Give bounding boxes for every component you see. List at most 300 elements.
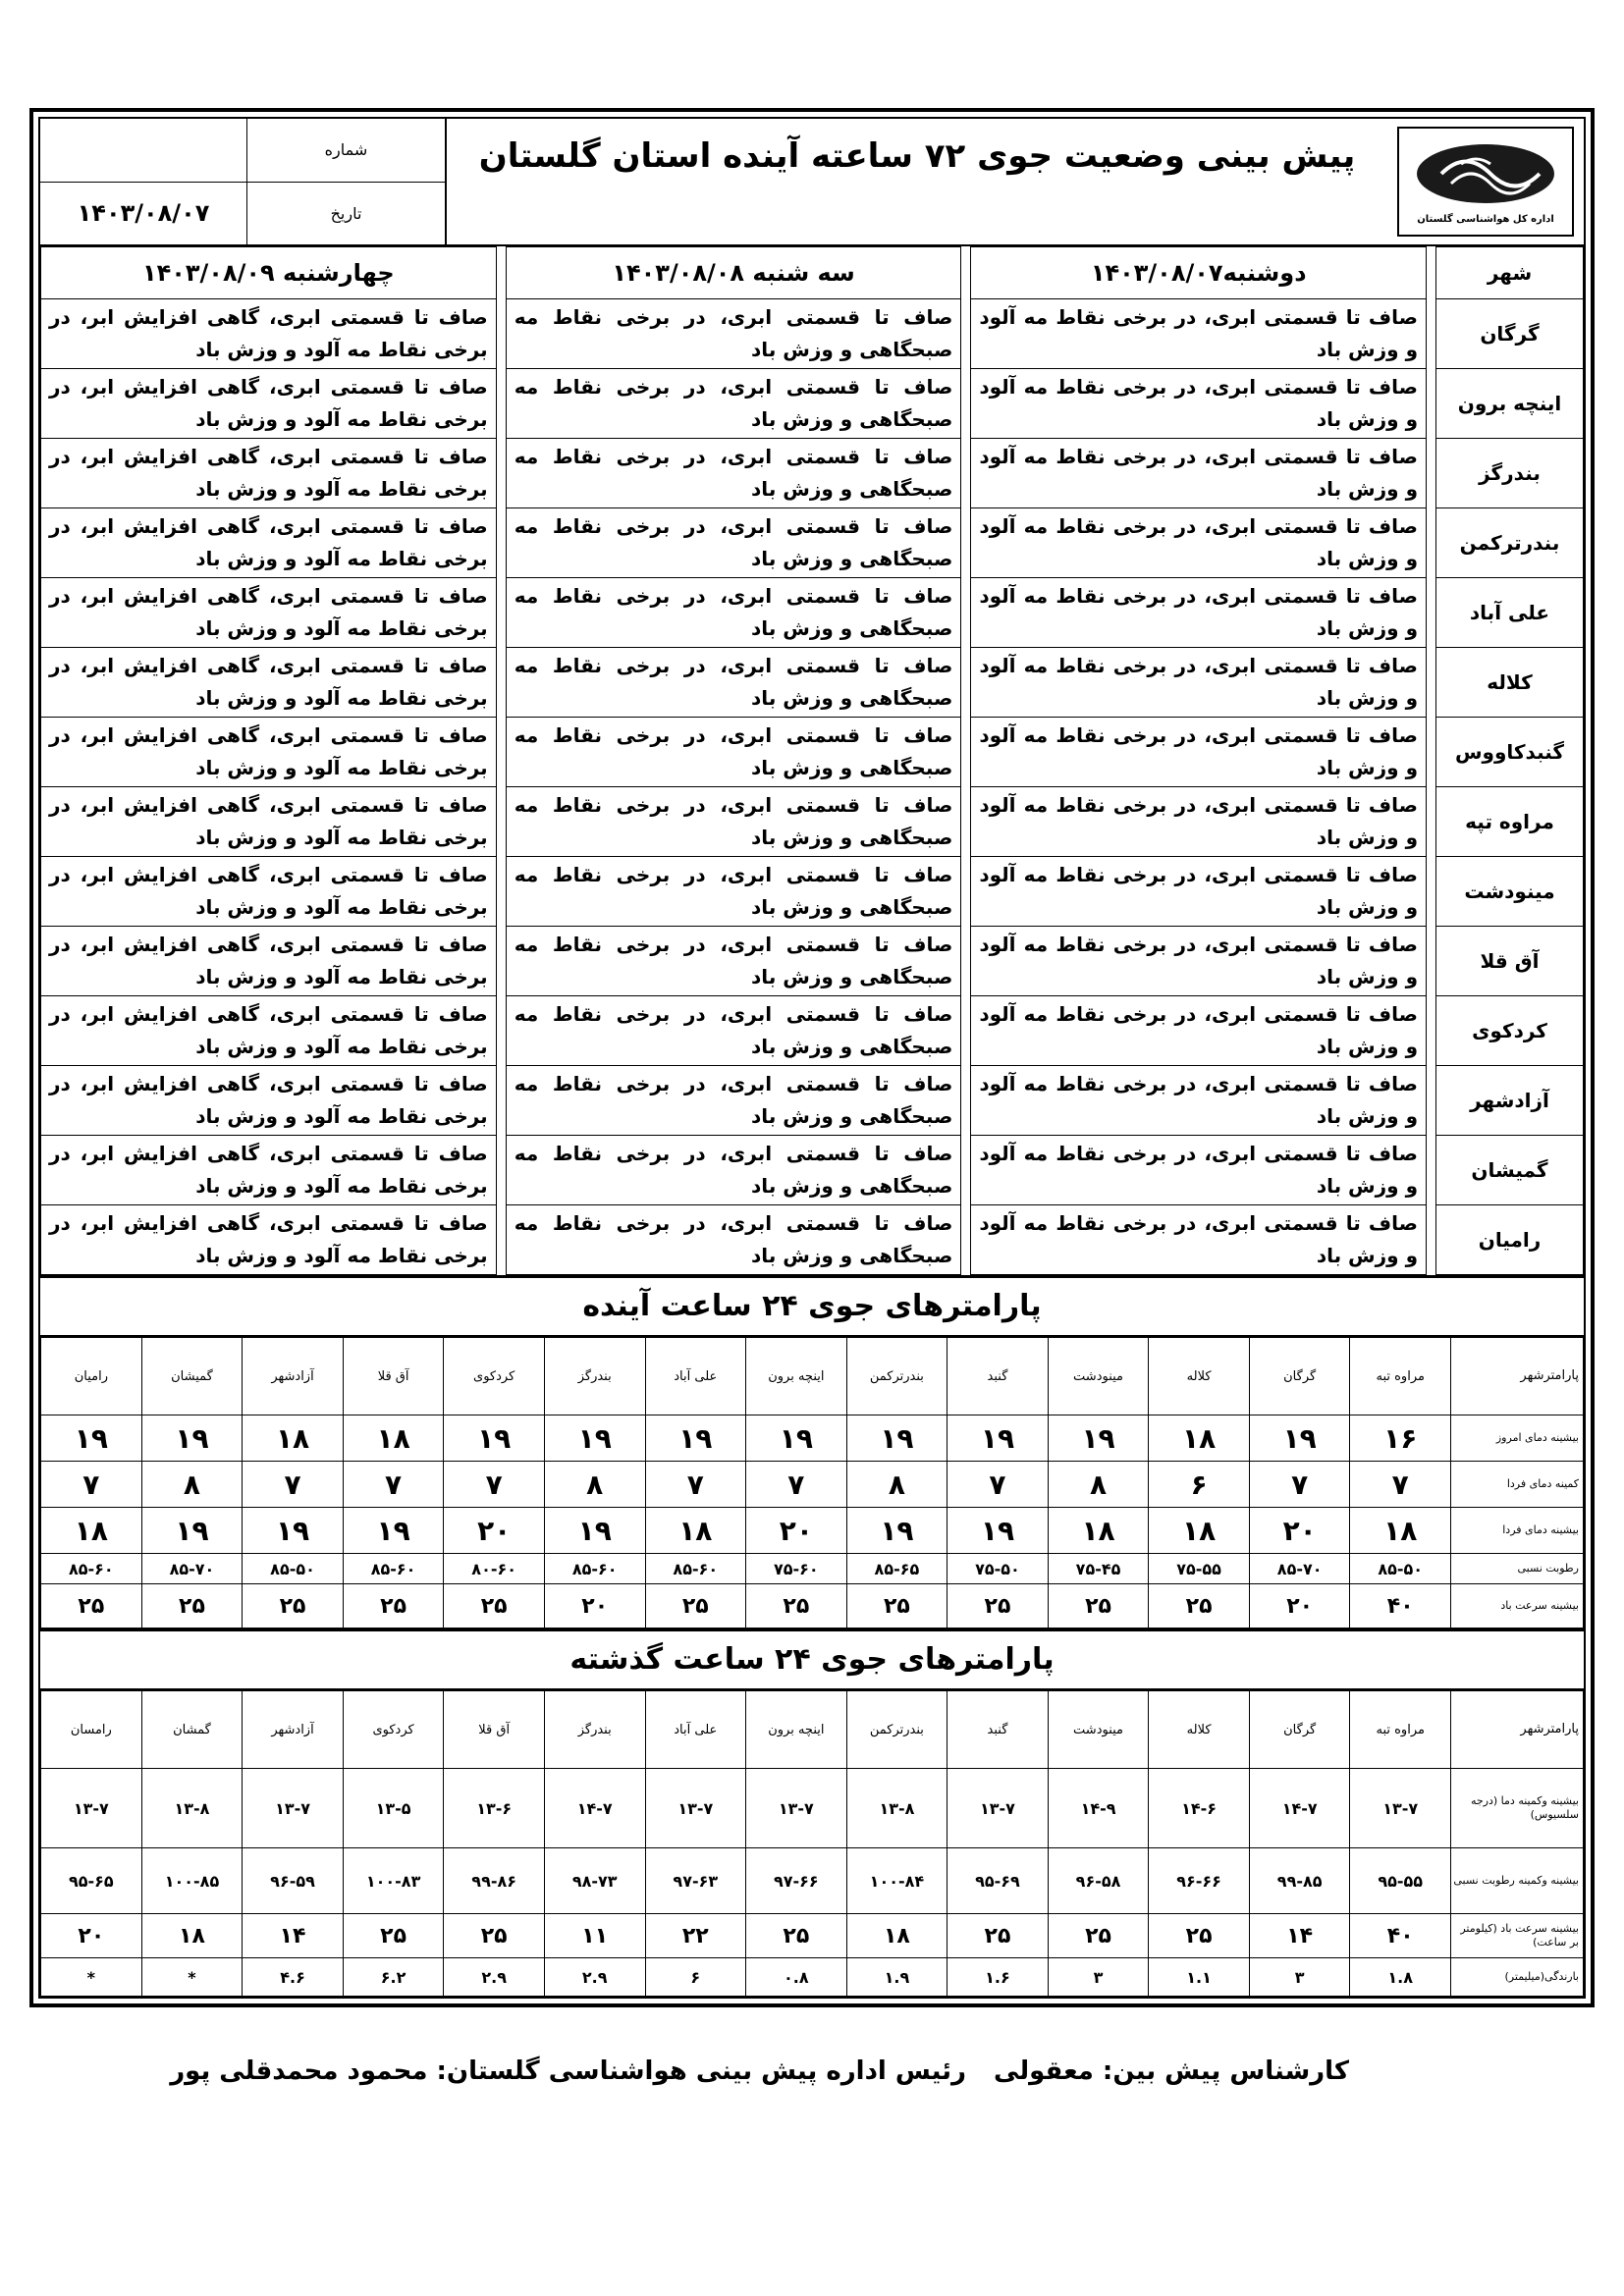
- city-name: اینچه برون: [1436, 369, 1584, 439]
- param-value: ۷۵-۴۵: [1048, 1554, 1149, 1584]
- param-value: ۲۰: [444, 1508, 545, 1554]
- param-value: ۲۵: [947, 1914, 1049, 1958]
- column-separator: [961, 439, 971, 508]
- city-name: مینودشت: [1436, 857, 1584, 927]
- forecast-row: [41, 508, 1584, 578]
- forecast-condition: صاف تا قسمتی ابری، گاهی افزایش ابر، در برخی نقاط مه آلود و وزش باد: [41, 857, 497, 927]
- forecast-row: [41, 439, 1584, 508]
- param-value: ۳: [1249, 1958, 1350, 1997]
- column-separator: [1427, 247, 1436, 299]
- forecast-header-row: [41, 247, 1584, 299]
- param-value: ۹۷-۶۶: [746, 1848, 847, 1914]
- forecast-condition: صاف تا قسمتی ابری، در برخی نقاط مه صبحگاهی و وزش باد: [506, 1205, 961, 1275]
- city-name: گمیشان: [1436, 1136, 1584, 1205]
- param-city-name: گنبد: [947, 1691, 1049, 1769]
- param-value: ۱۴: [243, 1914, 344, 1958]
- param-value: ۱۴-۷: [1249, 1769, 1350, 1848]
- column-separator: [961, 1066, 971, 1136]
- param-label: کمینه دمای فردا: [1451, 1462, 1584, 1508]
- column-separator: [1427, 1066, 1436, 1136]
- param-value: ۲۵: [343, 1914, 444, 1958]
- forecast-condition: صاف تا قسمتی ابری، گاهی افزایش ابر، در برخی نقاط مه آلود و وزش باد: [41, 648, 497, 718]
- column-separator: [1427, 578, 1436, 648]
- param-value: ۲۵: [1149, 1914, 1250, 1958]
- inner-frame: [38, 117, 1586, 1999]
- next24-param-row: [41, 1415, 1584, 1462]
- param-value: ۴.۶: [243, 1958, 344, 1997]
- param-value: ۲۰: [41, 1914, 142, 1958]
- param-value: ۴۰: [1350, 1914, 1451, 1958]
- forecast-row: [41, 648, 1584, 718]
- param-city-name: آزادشهر: [243, 1338, 344, 1415]
- logo-caption: اداره کل هواشناسی گلستان: [1417, 213, 1554, 225]
- param-value: ۲۵: [1048, 1584, 1149, 1629]
- param-value: ۸: [141, 1462, 243, 1508]
- param-value: ۲۰: [746, 1508, 847, 1554]
- param-label: بیشینه سرعت باد (کیلومتر بر ساعت): [1451, 1914, 1584, 1958]
- column-separator: [496, 369, 506, 439]
- column-separator: [1427, 1205, 1436, 1275]
- next24-param-row: [41, 1508, 1584, 1554]
- param-city-name: علی آباد: [645, 1691, 746, 1769]
- forecast-condition: صاف تا قسمتی ابری، گاهی افزایش ابر، در برخی نقاط مه آلود و وزش باد: [41, 1066, 497, 1136]
- forecast-condition: صاف تا قسمتی ابری، در برخی نقاط مه صبحگاهی و وزش باد: [506, 857, 961, 927]
- param-value: ۱۳-۷: [947, 1769, 1049, 1848]
- param-value: ۸۵-۵۰: [243, 1554, 344, 1584]
- param-value: ۷: [444, 1462, 545, 1508]
- column-separator: [496, 247, 506, 299]
- param-value: ۱۳-۷: [645, 1769, 746, 1848]
- column-separator: [1427, 996, 1436, 1066]
- forecast-condition: صاف تا قسمتی ابری، در برخی نقاط مه صبحگاهی و وزش باد: [506, 996, 961, 1066]
- forecast-condition: صاف تا قسمتی ابری، گاهی افزایش ابر، در برخی نقاط مه آلود و وزش باد: [41, 1205, 497, 1275]
- param-label: بیشینه دمای امروز: [1451, 1415, 1584, 1462]
- date-value: ۱۴۰۳/۰۸/۰۷: [40, 183, 247, 245]
- day-header: چهارشنبه ۱۴۰۳/۰۸/۰۹: [41, 247, 497, 299]
- city-column-header: شهر: [1436, 247, 1584, 299]
- column-separator: [496, 578, 506, 648]
- param-value: ۱۴: [1249, 1914, 1350, 1958]
- logo: [1387, 119, 1584, 244]
- column-separator: [961, 508, 971, 578]
- param-value: ۹۹-۸۵: [1249, 1848, 1350, 1914]
- param-city-name: کلاله: [1149, 1338, 1250, 1415]
- forecast-condition: صاف تا قسمتی ابری، در برخی نقاط مه صبحگاهی و وزش باد: [506, 439, 961, 508]
- param-value: ۱۸: [41, 1508, 142, 1554]
- param-value: ۲۵: [444, 1584, 545, 1629]
- column-separator: [1427, 648, 1436, 718]
- param-value: ۱۹: [243, 1508, 344, 1554]
- column-separator: [961, 857, 971, 927]
- param-value: ۱۳-۷: [41, 1769, 142, 1848]
- param-value: ۷۵-۵۰: [947, 1554, 1049, 1584]
- param-label: بیشینه سرعت باد: [1451, 1584, 1584, 1629]
- forecast-condition: صاف تا قسمتی ابری، در برخی نقاط مه آلود و وزش باد: [971, 787, 1427, 857]
- param-value: ۱۹: [846, 1508, 947, 1554]
- forecast-condition: صاف تا قسمتی ابری، گاهی افزایش ابر، در برخی نقاط مه آلود و وزش باد: [41, 996, 497, 1066]
- forecast-condition: صاف تا قسمتی ابری، در برخی نقاط مه آلود و وزش باد: [971, 1205, 1427, 1275]
- param-value: ۲۵: [1048, 1914, 1149, 1958]
- param-city-name: گمیشان: [141, 1338, 243, 1415]
- param-city-name: گرگان: [1249, 1338, 1350, 1415]
- param-value: ۲.۹: [444, 1958, 545, 1997]
- city-name: مراوه تپه: [1436, 787, 1584, 857]
- param-value: ۱۹: [41, 1415, 142, 1462]
- param-value: ۰.۸: [746, 1958, 847, 1997]
- forecast-condition: صاف تا قسمتی ابری، در برخی نقاط مه آلود و وزش باد: [971, 299, 1427, 369]
- param-value: ۱۹: [645, 1415, 746, 1462]
- date-label: تاریخ: [330, 203, 362, 223]
- param-value: ۱۰۰-۸۴: [846, 1848, 947, 1914]
- param-header: پارامترشهر: [1451, 1338, 1584, 1415]
- forecast-condition: صاف تا قسمتی ابری، در برخی نقاط مه آلود و وزش باد: [971, 718, 1427, 787]
- param-value: ۲۵: [243, 1584, 344, 1629]
- param-value: ۸: [846, 1462, 947, 1508]
- header: [40, 119, 1584, 246]
- param-value: ۷۵-۵۵: [1149, 1554, 1250, 1584]
- param-value: ۲۵: [846, 1584, 947, 1629]
- param-value: ۲۵: [41, 1584, 142, 1629]
- page-title: پیش بینی وضعیت جوی ۷۲ ساعته آینده استان گلستان: [478, 136, 1356, 176]
- column-separator: [496, 718, 506, 787]
- forecast-condition: صاف تا قسمتی ابری، در برخی نقاط مه صبحگاهی و وزش باد: [506, 1136, 961, 1205]
- param-value: ۱۶: [1350, 1415, 1451, 1462]
- param-value: ۶: [1149, 1462, 1250, 1508]
- column-separator: [961, 648, 971, 718]
- column-separator: [961, 718, 971, 787]
- param-value: ۶.۲: [343, 1958, 444, 1997]
- forecast-row: [41, 299, 1584, 369]
- forecast-condition: صاف تا قسمتی ابری، گاهی افزایش ابر، در برخی نقاط مه آلود و وزش باد: [41, 508, 497, 578]
- param-city-name: گرگان: [1249, 1691, 1350, 1769]
- param-value: ۸: [544, 1462, 645, 1508]
- past24-title: پارامترهای جوی ۲۴ ساعت گذشته: [40, 1629, 1584, 1690]
- param-value: ۱۹: [141, 1508, 243, 1554]
- param-value: ۱۸: [243, 1415, 344, 1462]
- city-name: کلاله: [1436, 648, 1584, 718]
- next24-param-row: [41, 1584, 1584, 1629]
- param-value: ۲۰: [544, 1584, 645, 1629]
- param-value: ۱۹: [846, 1415, 947, 1462]
- forecast-row: [41, 787, 1584, 857]
- forecaster-name: کارشناس پیش بین: معقولی: [994, 2056, 1349, 2086]
- param-value: ۸۰-۶۰: [444, 1554, 545, 1584]
- next24-param-row: [41, 1554, 1584, 1584]
- param-value: ۱.۱: [1149, 1958, 1250, 1997]
- forecast-row: [41, 369, 1584, 439]
- param-city-name: آق قلا: [343, 1338, 444, 1415]
- param-city-name: بندرترکمن: [846, 1338, 947, 1415]
- column-separator: [496, 648, 506, 718]
- forecast-row: [41, 857, 1584, 927]
- param-value: ۱۸: [1149, 1508, 1250, 1554]
- param-value: ۸۵-۶۰: [544, 1554, 645, 1584]
- param-header: پارامترشهر: [1451, 1691, 1584, 1769]
- param-label: بارندگی(میلیمتر): [1451, 1958, 1584, 1997]
- column-separator: [496, 787, 506, 857]
- param-value: ۱۹: [746, 1415, 847, 1462]
- column-separator: [961, 578, 971, 648]
- column-separator: [1427, 927, 1436, 996]
- forecast-condition: صاف تا قسمتی ابری، در برخی نقاط مه صبحگاهی و وزش باد: [506, 369, 961, 439]
- forecast-condition: صاف تا قسمتی ابری، در برخی نقاط مه صبحگاهی و وزش باد: [506, 578, 961, 648]
- param-value: ۹۵-۶۹: [947, 1848, 1049, 1914]
- param-city-name: بندرترکمن: [846, 1691, 947, 1769]
- forecast-condition: صاف تا قسمتی ابری، گاهی افزایش ابر، در برخی نقاط مه آلود و وزش باد: [41, 1136, 497, 1205]
- param-value: ۲۰: [1249, 1508, 1350, 1554]
- past24-param-row: [41, 1958, 1584, 1997]
- forecast-condition: صاف تا قسمتی ابری، در برخی نقاط مه صبحگاهی و وزش باد: [506, 787, 961, 857]
- param-value: *: [41, 1958, 142, 1997]
- param-value: ۳: [1048, 1958, 1149, 1997]
- param-city-name: مراوه تبه: [1350, 1338, 1451, 1415]
- param-city-name: مراوه تبه: [1350, 1691, 1451, 1769]
- forecast-condition: صاف تا قسمتی ابری، گاهی افزایش ابر، در برخی نقاط مه آلود و وزش باد: [41, 369, 497, 439]
- param-value: ۹۹-۸۶: [444, 1848, 545, 1914]
- param-value: ۷: [1249, 1462, 1350, 1508]
- past24-param-row: [41, 1848, 1584, 1914]
- param-value: ۹۵-۵۵: [1350, 1848, 1451, 1914]
- param-value: ۷: [1350, 1462, 1451, 1508]
- forecast-row: [41, 1205, 1584, 1275]
- forecast-condition: صاف تا قسمتی ابری، گاهی افزایش ابر، در برخی نقاط مه آلود و وزش باد: [41, 787, 497, 857]
- param-city-name: رامیان: [41, 1338, 142, 1415]
- column-separator: [1427, 787, 1436, 857]
- param-value: ۱۸: [1149, 1415, 1250, 1462]
- document-page: [29, 108, 1595, 2086]
- param-label: رطوبت نسبی: [1451, 1554, 1584, 1584]
- column-separator: [1427, 299, 1436, 369]
- column-separator: [961, 1136, 971, 1205]
- date-row: [40, 183, 445, 245]
- column-separator: [961, 247, 971, 299]
- param-city-name: آزادشهر: [243, 1691, 344, 1769]
- param-value: ۲۵: [947, 1584, 1049, 1629]
- column-separator: [961, 927, 971, 996]
- param-value: ۲۵: [746, 1914, 847, 1958]
- next24-param-row: [41, 1462, 1584, 1508]
- param-value: ۸۵-۶۰: [343, 1554, 444, 1584]
- param-value: ۱۰۰-۸۳: [343, 1848, 444, 1914]
- param-value: ۱۹: [947, 1508, 1049, 1554]
- param-value: ۲۵: [746, 1584, 847, 1629]
- param-value: ۲۵: [343, 1584, 444, 1629]
- column-separator: [496, 508, 506, 578]
- param-value: ۱۹: [1048, 1415, 1149, 1462]
- param-value: ۹۶-۵۸: [1048, 1848, 1149, 1914]
- param-city-name: آق قلا: [444, 1691, 545, 1769]
- param-value: ۱.۹: [846, 1958, 947, 1997]
- param-value: ۸۵-۷۰: [1249, 1554, 1350, 1584]
- param-value: ۱۸: [1048, 1508, 1149, 1554]
- city-name: بندرترکمن: [1436, 508, 1584, 578]
- param-value: ۱۹: [141, 1415, 243, 1462]
- param-value: ۸: [1048, 1462, 1149, 1508]
- param-city-name: بندرگز: [544, 1691, 645, 1769]
- meteorology-logo-icon: [1412, 139, 1559, 208]
- column-separator: [1427, 718, 1436, 787]
- city-name: گنبدکاووس: [1436, 718, 1584, 787]
- param-value: ۲۵: [1149, 1584, 1250, 1629]
- param-city-name: کلاله: [1149, 1691, 1250, 1769]
- forecast-row: [41, 927, 1584, 996]
- department-head: رئیس اداره پیش بینی هواشناسی گلستان: محمود محمدقلی پور: [170, 2056, 966, 2086]
- param-value: ۱۱: [544, 1914, 645, 1958]
- city-name: گرگان: [1436, 299, 1584, 369]
- number-label: شماره: [324, 140, 368, 160]
- forecast-condition: صاف تا قسمتی ابری، در برخی نقاط مه صبحگاهی و وزش باد: [506, 648, 961, 718]
- past24-table: [40, 1690, 1584, 1997]
- past24-city-row: [41, 1691, 1584, 1769]
- param-value: ۲۲: [645, 1914, 746, 1958]
- column-separator: [961, 787, 971, 857]
- param-value: ۱.۸: [1350, 1958, 1451, 1997]
- param-value: ۸۵-۶۵: [846, 1554, 947, 1584]
- column-separator: [961, 996, 971, 1066]
- param-value: ۱۸: [846, 1914, 947, 1958]
- column-separator: [961, 1205, 971, 1275]
- forecast-condition: صاف تا قسمتی ابری، در برخی نقاط مه آلود و وزش باد: [971, 508, 1427, 578]
- param-value: ۱۹: [947, 1415, 1049, 1462]
- city-name: آق قلا: [1436, 927, 1584, 996]
- city-name: بندرگز: [1436, 439, 1584, 508]
- forecast-condition: صاف تا قسمتی ابری، در برخی نقاط مه آلود و وزش باد: [971, 369, 1427, 439]
- param-value: ۷: [41, 1462, 142, 1508]
- param-value: ۷: [645, 1462, 746, 1508]
- forecast-condition: صاف تا قسمتی ابری، در برخی نقاط مه صبحگاهی و وزش باد: [506, 299, 961, 369]
- forecast-condition: صاف تا قسمتی ابری، در برخی نقاط مه آلود و وزش باد: [971, 578, 1427, 648]
- forecast-condition: صاف تا قسمتی ابری، گاهی افزایش ابر، در برخی نقاط مه آلود و وزش باد: [41, 927, 497, 996]
- forecast-condition: صاف تا قسمتی ابری، در برخی نقاط مه آلود و وزش باد: [971, 857, 1427, 927]
- forecast-condition: صاف تا قسمتی ابری، در برخی نقاط مه آلود و وزش باد: [971, 1066, 1427, 1136]
- next24-title: پارامترهای جوی ۲۴ ساعت آینده: [40, 1275, 1584, 1337]
- city-name: آزادشهر: [1436, 1066, 1584, 1136]
- param-value: ۱۸: [645, 1508, 746, 1554]
- column-separator: [961, 299, 971, 369]
- param-value: *: [141, 1958, 243, 1997]
- param-city-name: کردکوی: [343, 1691, 444, 1769]
- param-value: ۷: [947, 1462, 1049, 1508]
- forecast-row: [41, 1066, 1584, 1136]
- forecast-condition: صاف تا قسمتی ابری، در برخی نقاط مه صبحگاهی و وزش باد: [506, 927, 961, 996]
- param-value: ۱.۶: [947, 1958, 1049, 1997]
- param-value: ۹۸-۷۳: [544, 1848, 645, 1914]
- param-value: ۱۳-۵: [343, 1769, 444, 1848]
- column-separator: [1427, 1136, 1436, 1205]
- column-separator: [496, 927, 506, 996]
- column-separator: [496, 857, 506, 927]
- param-value: ۱۹: [343, 1508, 444, 1554]
- city-name: کردکوی: [1436, 996, 1584, 1066]
- param-value: ۲۵: [444, 1914, 545, 1958]
- param-city-name: مینودشت: [1048, 1691, 1149, 1769]
- forecast-table: [40, 246, 1584, 1275]
- param-city-name: بندرگز: [544, 1338, 645, 1415]
- param-value: ۱۳-۶: [444, 1769, 545, 1848]
- param-value: ۹۶-۵۹: [243, 1848, 344, 1914]
- forecast-condition: صاف تا قسمتی ابری، در برخی نقاط مه آلود و وزش باد: [971, 1136, 1427, 1205]
- param-value: ۱۸: [141, 1914, 243, 1958]
- column-separator: [961, 369, 971, 439]
- logo-box: [1397, 127, 1574, 237]
- day-header: سه شنبه ۱۴۰۳/۰۸/۰۸: [506, 247, 961, 299]
- column-separator: [1427, 508, 1436, 578]
- param-value: ۱۳-۷: [1350, 1769, 1451, 1848]
- param-value: ۱۳-۷: [746, 1769, 847, 1848]
- param-value: ۹۶-۶۶: [1149, 1848, 1250, 1914]
- param-value: ۷۵-۶۰: [746, 1554, 847, 1584]
- param-value: ۱۸: [1350, 1508, 1451, 1554]
- forecast-row: [41, 578, 1584, 648]
- param-value: ۲۵: [645, 1584, 746, 1629]
- param-value: ۲۵: [141, 1584, 243, 1629]
- param-city-name: گنبد: [947, 1338, 1049, 1415]
- column-separator: [1427, 439, 1436, 508]
- param-city-name: گمشان: [141, 1691, 243, 1769]
- next24-table: [40, 1337, 1584, 1629]
- column-separator: [1427, 369, 1436, 439]
- forecast-condition: صاف تا قسمتی ابری، گاهی افزایش ابر، در برخی نقاط مه آلود و وزش باد: [41, 578, 497, 648]
- past24-param-row: [41, 1769, 1584, 1848]
- city-name: علی آباد: [1436, 578, 1584, 648]
- param-city-name: مینودشت: [1048, 1338, 1149, 1415]
- param-value: ۱۹: [1249, 1415, 1350, 1462]
- param-city-name: اینچه برون: [746, 1338, 847, 1415]
- day-header: دوشنبه۱۴۰۳/۰۸/۰۷: [971, 247, 1427, 299]
- param-value: ۱۳-۸: [846, 1769, 947, 1848]
- next24-city-row: [41, 1338, 1584, 1415]
- param-label: بیشینه وکمینه رطوبت نسبی: [1451, 1848, 1584, 1914]
- forecast-condition: صاف تا قسمتی ابری، گاهی افزایش ابر، در برخی نقاط مه آلود و وزش باد: [41, 299, 497, 369]
- outer-frame: [29, 108, 1595, 2007]
- param-value: ۸۵-۷۰: [141, 1554, 243, 1584]
- param-value: ۱۳-۷: [243, 1769, 344, 1848]
- column-separator: [496, 439, 506, 508]
- forecast-condition: صاف تا قسمتی ابری، در برخی نقاط مه آلود و وزش باد: [971, 439, 1427, 508]
- column-separator: [496, 1205, 506, 1275]
- param-value: ۸۵-۵۰: [1350, 1554, 1451, 1584]
- param-value: ۸۵-۶۰: [645, 1554, 746, 1584]
- forecast-condition: صاف تا قسمتی ابری، گاهی افزایش ابر، در برخی نقاط مه آلود و وزش باد: [41, 718, 497, 787]
- forecast-condition: صاف تا قسمتی ابری، در برخی نقاط مه آلود و وزش باد: [971, 648, 1427, 718]
- param-city-name: رامسان: [41, 1691, 142, 1769]
- param-value: ۱۸: [343, 1415, 444, 1462]
- param-value: ۲.۹: [544, 1958, 645, 1997]
- param-city-name: اینچه برون: [746, 1691, 847, 1769]
- column-separator: [496, 1136, 506, 1205]
- forecast-condition: صاف تا قسمتی ابری، در برخی نقاط مه صبحگاهی و وزش باد: [506, 1066, 961, 1136]
- past24-param-row: [41, 1914, 1584, 1958]
- forecast-condition: صاف تا قسمتی ابری، گاهی افزایش ابر، در برخی نقاط مه آلود و وزش باد: [41, 439, 497, 508]
- param-value: ۱۹: [544, 1508, 645, 1554]
- param-value: ۲۰: [1249, 1584, 1350, 1629]
- param-label: بیشینه وکمینه دما (درجه سلسیوس): [1451, 1769, 1584, 1848]
- param-city-name: کردکوی: [444, 1338, 545, 1415]
- param-city-name: علی آباد: [645, 1338, 746, 1415]
- param-value: ۱۳-۸: [141, 1769, 243, 1848]
- param-value: ۱۴-۶: [1149, 1769, 1250, 1848]
- forecast-row: [41, 996, 1584, 1066]
- column-separator: [496, 996, 506, 1066]
- forecast-condition: صاف تا قسمتی ابری، در برخی نقاط مه صبحگاهی و وزش باد: [506, 508, 961, 578]
- param-value: ۶: [645, 1958, 746, 1997]
- param-value: ۷: [243, 1462, 344, 1508]
- param-value: ۱۹: [544, 1415, 645, 1462]
- param-value: ۹۷-۶۳: [645, 1848, 746, 1914]
- param-value: ۱۴-۷: [544, 1769, 645, 1848]
- forecast-condition: صاف تا قسمتی ابری، در برخی نقاط مه آلود و وزش باد: [971, 996, 1427, 1066]
- param-value: ۱۹: [444, 1415, 545, 1462]
